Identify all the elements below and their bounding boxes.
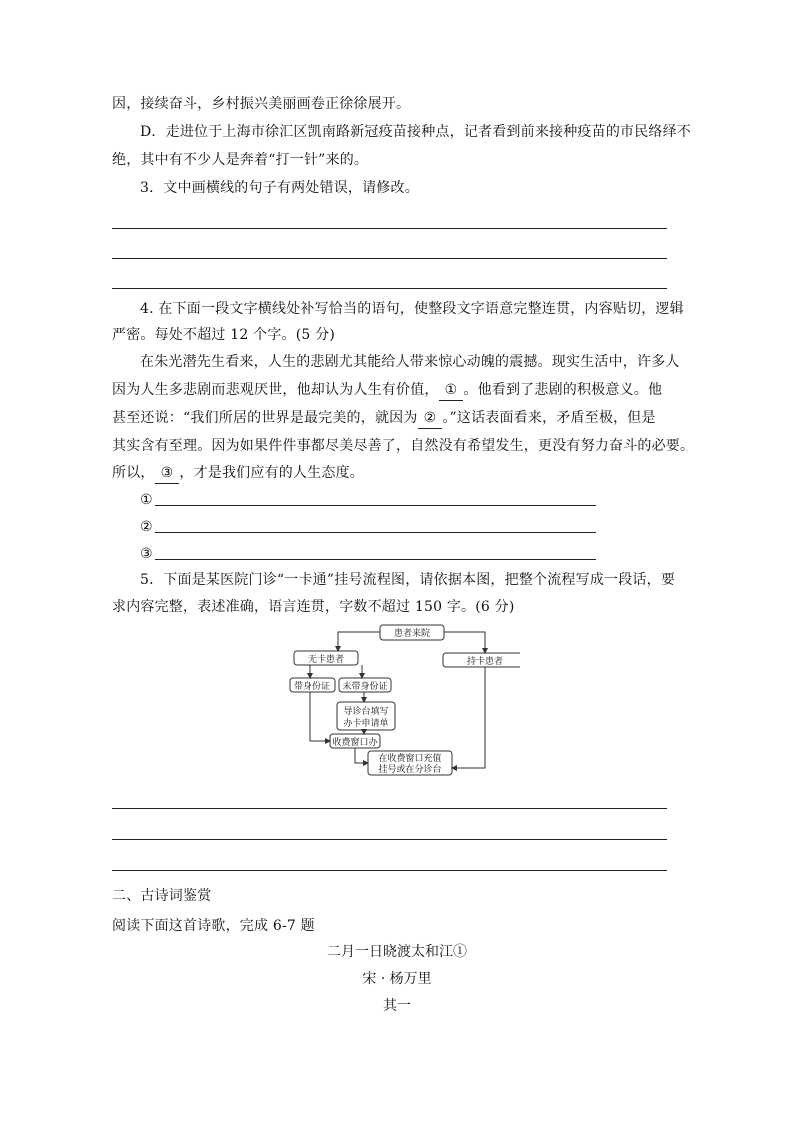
question-4-line-2: 严密。每处不超过 12 个字。(5 分): [112, 327, 335, 343]
section-heading: 二、古诗词鉴赏: [112, 888, 212, 904]
poem-part: 其一: [383, 998, 411, 1014]
answer-rule: [112, 870, 667, 871]
flow-arrow: [310, 692, 330, 741]
flow-label: 带身份证: [293, 682, 331, 692]
passage-text: ，才是我们应有的人生态度。: [179, 465, 364, 481]
flow-label: 无卡患者: [307, 655, 345, 665]
flow-label: 办卡申请单: [343, 719, 389, 729]
poem-title: 二月一日晓渡太和江①: [327, 944, 467, 960]
flow-arrow: [355, 748, 368, 763]
text-line-1: 因，接续奋斗，乡村振兴美丽画卷正徐徐展开。: [112, 96, 411, 112]
poem-author: 宋 · 杨万里: [362, 971, 432, 987]
question-4-line-1: 4. 在下面一段文字横线处补写恰当的语句，使整段文字语意完整连贯，内容贴切，逻辑: [140, 301, 684, 317]
flow-arrow: [452, 667, 485, 768]
passage-text: 所以，: [112, 465, 155, 481]
flow-label: 持卡患者: [466, 657, 504, 667]
flow-arrow: [444, 632, 485, 653]
passage-text: 。”这话表面看来，矛盾至极，但是: [442, 410, 656, 426]
passage-line-2: [112, 380, 662, 401]
passage-line-4: 其实含有至理。因为如果件件事都尽美尽善了，自然没有希望发生，更没有努力奋斗的必要。: [112, 438, 695, 454]
answer-rule: [112, 808, 667, 809]
question-3: 3．文中画横线的句子有两处错误，请修改。: [140, 180, 419, 196]
blank-1[interactable]: ①: [439, 380, 464, 401]
answer-label-2: ②: [140, 519, 153, 535]
question-5-line-1: 5．下面是某医院门诊“一卡通”挂号流程图，请依据本图，把整个流程写成一段话，要: [140, 572, 676, 588]
answer-line-2[interactable]: [155, 532, 596, 533]
flow-label: 收费窗口办: [332, 738, 378, 748]
answer-label-1: ①: [140, 492, 153, 508]
answer-rule: [112, 228, 667, 229]
registration-flowchart: [280, 620, 520, 780]
passage-line-1: 在朱光潜先生看来，人生的悲剧尤其能给人带来惊心动魄的震撼。现实生活中，许多人: [140, 354, 680, 370]
flow-arrow: [338, 632, 380, 651]
flow-label: 未带身份证: [342, 682, 388, 692]
passage-line-3: [112, 408, 656, 429]
reading-instruction: 阅读下面这首诗歌，完成 6-7 题: [112, 918, 315, 934]
answer-line-3[interactable]: [155, 559, 596, 560]
option-d-line: D．走进位于上海市徐汇区凯南路新冠疫苗接种点，记者看到前来接种疫苗的市民络绎不: [140, 124, 692, 140]
passage-line-5: [112, 463, 364, 484]
flow-label: 挂号或在分诊台: [378, 765, 442, 775]
passage-text: 。他看到了悲剧的积极意义。他: [463, 382, 663, 398]
answer-label-3: ③: [140, 546, 153, 562]
answer-line-1[interactable]: [155, 505, 596, 506]
blank-2[interactable]: ②: [418, 408, 443, 429]
option-d-continued: 绝，其中有不少人是奔着“打一针”来的。: [112, 152, 369, 168]
flow-label: 在收费窗口充值: [378, 754, 442, 764]
answer-rule: [112, 839, 667, 840]
flow-label: 患者来院: [393, 629, 431, 639]
answer-rule: [112, 258, 667, 259]
answer-rule: [112, 288, 667, 289]
blank-3[interactable]: ③: [155, 463, 180, 484]
question-5-line-2: 求内容完整，表述准确，语言连贯，字数不超过 150 字。(6 分): [112, 599, 515, 615]
passage-text: 甚至还说：“我们所居的世界是最完美的，就因为: [112, 410, 418, 426]
passage-text: 因为人生多悲剧而悲观厌世，他却认为人生有价值，: [112, 382, 439, 398]
flow-label: 导诊台填写: [343, 707, 389, 717]
